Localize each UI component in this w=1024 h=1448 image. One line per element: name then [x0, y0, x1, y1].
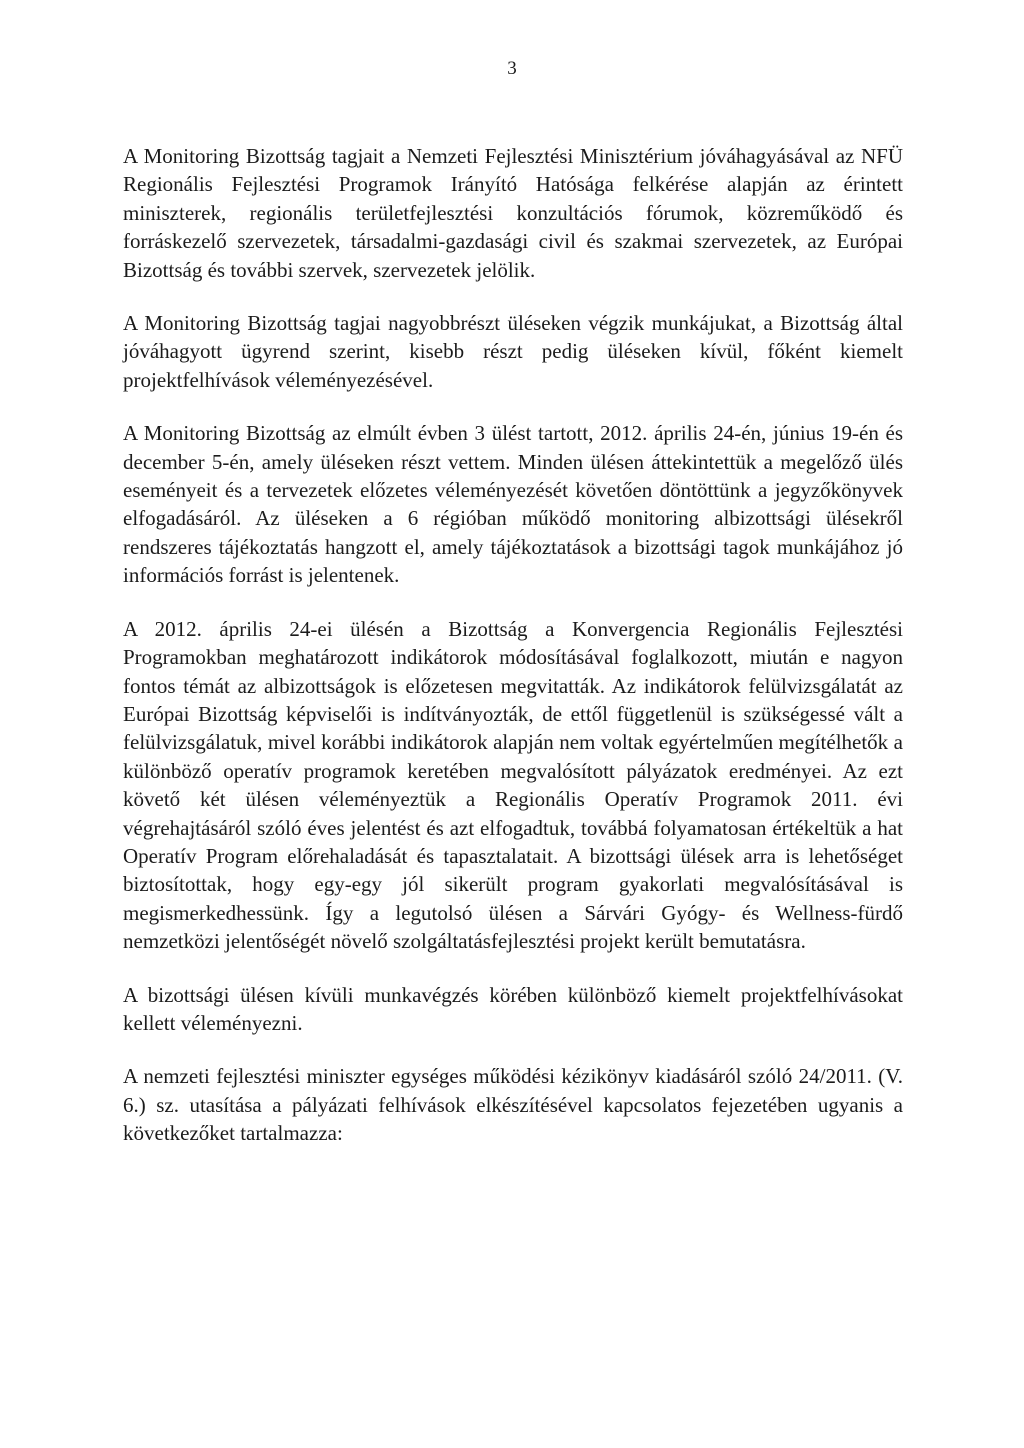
paragraph-working-method: A Monitoring Bizottság tagjai nagyobbrészt üléseken végzik munkájukat, a Bizottság által jóváhagyott ügyrend szerint, kisebb részt pedig üléseken kívül, főként kiemelt projektfelhívások véleményezésével. — [123, 311, 903, 392]
paragraph-ministerial-instruction: A nemzeti fejlesztési miniszter egységes működési kézikönyv kiadásáról szóló 24/2011. (V. 6.) sz. utasítása a pályázati felhívások elkészítésével kapcsolatos fejezetében ugyanis a következőket tartalmazza: — [123, 1064, 903, 1146]
page-number: 3 — [507, 58, 517, 79]
paragraph-april-meeting: A 2012. április 24-ei ülésén a Bizottság a Konvergencia Regionális Fejlesztési Programokban meghatározott indikátorok módosításával foglalkozott, miután e nagyon fontos témát az albizottságok is előzetesen megvitatták. Az indikátorok felülvizsgálatát az Európai Bizottság képviselői is indítványozták, de ettől függetlenül is szükségessé vált a felülvizsgálatuk, mivel korábbi indikátorok alapján nem voltak egyértelműen megítélhetők a különböző operatív programok keretében megvalósított pályázatok eredményei. Az ezt követő két ülésen véleményeztük a Regionális Operatív Programok 2011. évi végrehajtásáról szóló éves jelentést és azt elfogadtuk, továbbá folyamatosan értékeltük a hat Operatív Program előrehaladását és tapasztalatait. A bizottsági ülések arra is lehetőséget biztosítottak, hogy egy-egy jól sikerült program gyakorlati megvalósításával is megismerkedhessünk. Így a legutolsó ülésen a Sárvári Gyógy- és Wellness-fürdő nemzetközi jelentőségét növelő szolgáltatásfejlesztési projekt került bemutatásra. — [123, 616, 903, 954]
paragraph-outside-work: A bizottsági ülésen kívüli munkavégzés körében különböző kiemelt projektfelhívásokat kellett véleményezni. — [123, 982, 903, 1035]
document-body — [123, 142, 903, 1148]
paragraph-meetings-2012: A Monitoring Bizottság az elmúlt évben 3 ülést tartott, 2012. április 24-én, június 19-én és december 5-én, amely üléseken részt vettem. Minden ülésen áttekintettük a megelőző ülés eseményeit és a tervezetek előzetes véleményezését követően döntöttünk a jegyzőkönyvek elfogadásáról. Az üléseken a 6 régióban működő monitoring albizottsági ülésekről rendszeres tájékoztatás hangzott el, amely tájékoztatások a bizottsági tagok munkájához jó információs forrást is jelentenek. — [123, 421, 903, 588]
paragraph-monitoring-members: A Monitoring Bizottság tagjait a Nemzeti Fejlesztési Minisztérium jóváhagyásával az NFÜ Regionális Fejlesztési Programok Irányító Hatósága felkérése alapján az érintett miniszterek, regionális területfejlesztési konzultációs fórumok, közreműködő és forráskezelő szervezetek, társadalmi-gazdasági civil és szakmai szervezetek, az Európai Bizottság és további szervek, szervezetek jelölik. — [123, 144, 903, 282]
